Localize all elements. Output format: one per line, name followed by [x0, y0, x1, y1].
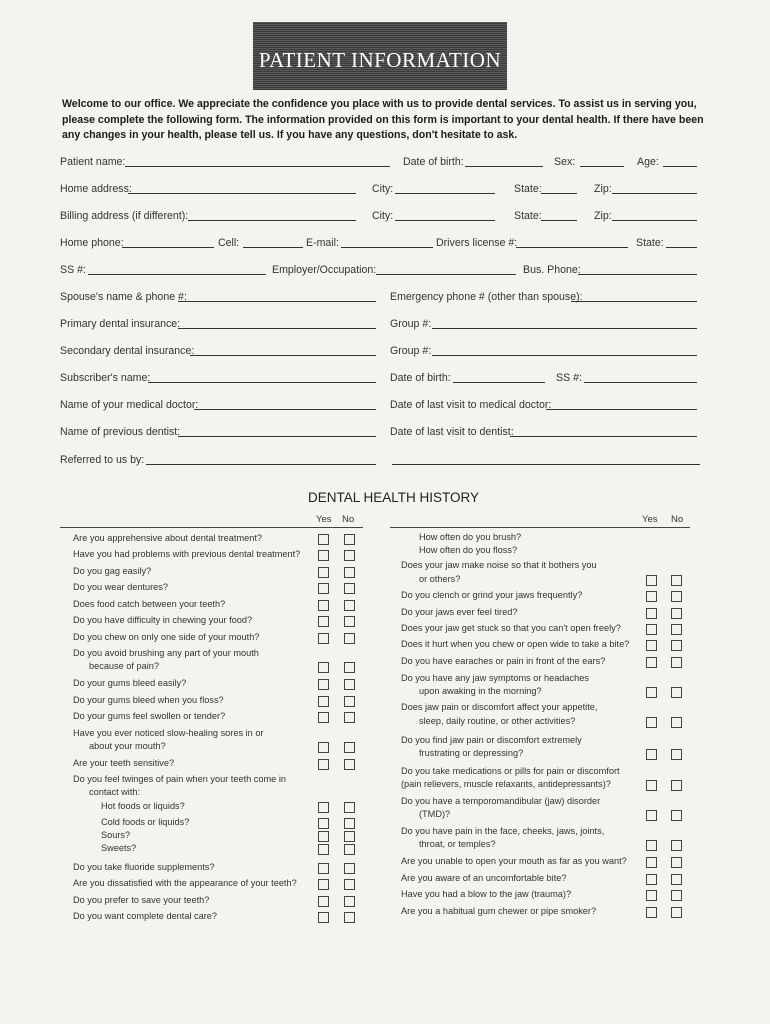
yes-checkbox[interactable]	[318, 831, 329, 842]
primary-ins-label: Primary dental insurance:	[60, 318, 181, 330]
drivers-license-label: Drivers license #:	[436, 237, 518, 249]
primary-group-label: Group #:	[390, 318, 432, 330]
no-checkbox[interactable]	[344, 759, 355, 770]
no-checkbox[interactable]	[344, 863, 355, 874]
question-text: Hot foods or liquids?	[101, 801, 185, 811]
subscriber-label: Subscriber's name:	[60, 372, 151, 384]
question-text: or others?	[419, 574, 461, 584]
sex-field[interactable]	[580, 156, 624, 167]
yes-checkbox[interactable]	[318, 712, 329, 723]
question-text: Do you clench or grind your jaws frequently?	[401, 590, 583, 600]
emergency-field[interactable]	[571, 291, 697, 302]
question-text: because of pain?	[89, 661, 159, 671]
bus-phone-label: Bus. Phone:	[523, 264, 581, 276]
medical-doctor-label: Name of your medical doctor:	[60, 399, 199, 411]
no-checkbox[interactable]	[344, 616, 355, 627]
no-checkbox[interactable]	[344, 896, 355, 907]
subscriber-dob-field[interactable]	[453, 372, 545, 383]
question-text: (TMD)?	[419, 809, 451, 819]
email-label: E-mail:	[306, 237, 339, 249]
question-text: Sours?	[101, 830, 131, 840]
yes-checkbox[interactable]	[318, 616, 329, 627]
left-no-header: No	[342, 514, 355, 525]
no-checkbox[interactable]	[671, 840, 682, 851]
no-checkbox[interactable]	[344, 550, 355, 561]
question-text: Are your teeth sensitive?	[73, 758, 175, 768]
yes-checkbox[interactable]	[318, 879, 329, 890]
yes-checkbox[interactable]	[646, 640, 657, 651]
no-checkbox[interactable]	[344, 583, 355, 594]
question-text: Have you ever noticed slow-healing sores in or	[73, 728, 264, 738]
no-checkbox[interactable]	[671, 780, 682, 791]
patient-name-field[interactable]	[125, 156, 390, 167]
spouse-label: Spouse's name & phone #:	[60, 291, 187, 303]
no-checkbox[interactable]	[344, 879, 355, 890]
no-checkbox[interactable]	[344, 831, 355, 842]
email-field[interactable]	[341, 237, 433, 248]
question-text: upon awaking in the morning?	[419, 686, 542, 696]
no-checkbox[interactable]	[671, 608, 682, 619]
secondary-ins-label: Secondary dental insurance:	[60, 345, 195, 357]
spouse-field[interactable]	[178, 291, 376, 302]
ss-label: SS #:	[60, 264, 86, 276]
no-checkbox[interactable]	[671, 640, 682, 651]
yes-checkbox[interactable]	[318, 863, 329, 874]
no-checkbox[interactable]	[671, 857, 682, 868]
home-address-label: Home address:	[60, 183, 132, 195]
referred-field[interactable]	[146, 454, 376, 465]
question-text: Do your gums feel swollen or tender?	[73, 711, 226, 721]
home-phone-label: Home phone:	[60, 237, 124, 249]
yes-checkbox[interactable]	[646, 624, 657, 635]
billing-city-label: City:	[372, 210, 394, 222]
billing-zip-label: Zip:	[594, 210, 612, 222]
yes-checkbox[interactable]	[318, 567, 329, 578]
no-checkbox[interactable]	[671, 624, 682, 635]
subscriber-ss-field[interactable]	[584, 372, 697, 383]
history-title: DENTAL HEALTH HISTORY	[308, 490, 480, 505]
question-text: Do your gums bleed easily?	[73, 678, 187, 688]
subscriber-dob-label: Date of birth:	[390, 372, 451, 384]
previous-dentist-field[interactable]	[178, 426, 376, 437]
no-checkbox[interactable]	[671, 717, 682, 728]
question-text: Do you find jaw pain or discomfort extremely	[401, 735, 582, 745]
yes-checkbox[interactable]	[318, 662, 329, 673]
secondary-group-field[interactable]	[432, 345, 697, 356]
referred-label: Referred to us by:	[60, 454, 145, 466]
yes-checkbox[interactable]	[318, 896, 329, 907]
secondary-ins-field[interactable]	[190, 345, 376, 356]
yes-checkbox[interactable]	[318, 696, 329, 707]
question-text: Does your jaw make noise so that it bothers you	[401, 560, 597, 570]
billing-address-field[interactable]	[188, 210, 356, 221]
billing-zip-field[interactable]	[612, 210, 697, 221]
sex-label: Sex:	[554, 156, 576, 168]
question-text: Does jaw pain or discomfort affect your appetite,	[401, 702, 598, 712]
question-text: Do you have difficulty in chewing your food?	[73, 615, 253, 625]
yes-checkbox[interactable]	[318, 802, 329, 813]
right-no-header: No	[671, 514, 684, 525]
question-text: Do you gag easily?	[73, 566, 152, 576]
question-text: Are you a habitual gum chewer or pipe smoker?	[401, 906, 597, 916]
cell-field[interactable]	[243, 237, 303, 248]
question-text: contact with:	[89, 787, 141, 797]
city-label: City:	[372, 183, 394, 195]
no-checkbox[interactable]	[671, 687, 682, 698]
yes-checkbox[interactable]	[646, 874, 657, 885]
question-text: (pain relievers, muscle relaxants, antidepressants)?	[401, 779, 611, 789]
question-text: throat, or temples?	[419, 839, 496, 849]
question-text: Are you apprehensive about dental treatment?	[73, 533, 262, 543]
medical-doctor-field[interactable]	[194, 399, 376, 410]
question-text: Do you chew on only one side of your mouth?	[73, 632, 260, 642]
no-checkbox[interactable]	[671, 810, 682, 821]
question-text: Are you aware of an uncomfortable bite?	[401, 873, 567, 883]
no-checkbox[interactable]	[671, 575, 682, 586]
question-text: Do your jaws ever feel tired?	[401, 607, 518, 617]
previous-dentist-label: Name of previous dentist:	[60, 426, 181, 438]
yes-checkbox[interactable]	[646, 749, 657, 760]
city-field[interactable]	[395, 183, 495, 194]
no-checkbox[interactable]	[344, 679, 355, 690]
yes-checkbox[interactable]	[646, 780, 657, 791]
no-checkbox[interactable]	[671, 749, 682, 760]
question-text: Are you dissatisfied with the appearance of your teeth?	[73, 878, 297, 888]
yes-checkbox[interactable]	[318, 679, 329, 690]
no-checkbox[interactable]	[344, 534, 355, 545]
yes-checkbox[interactable]	[318, 759, 329, 770]
home-phone-field[interactable]	[122, 237, 214, 248]
yes-checkbox[interactable]	[646, 717, 657, 728]
no-checkbox[interactable]	[344, 567, 355, 578]
question-text: Do you want complete dental care?	[73, 911, 218, 921]
yes-checkbox[interactable]	[318, 583, 329, 594]
question-text: Have you had problems with previous dental treatment?	[73, 549, 301, 559]
yes-checkbox[interactable]	[646, 907, 657, 918]
state-field[interactable]	[541, 183, 577, 194]
last-visit-medical-field[interactable]	[546, 399, 697, 410]
no-checkbox[interactable]	[344, 912, 355, 923]
yes-checkbox[interactable]	[318, 818, 329, 829]
right-header-rule	[390, 527, 690, 528]
question-text: Do you have earaches or pain in front of the ears?	[401, 656, 606, 666]
yes-checkbox[interactable]	[646, 810, 657, 821]
question-text: Are you unable to open your mouth as far as you want?	[401, 856, 627, 866]
question-text: Do you have any jaw symptoms or headaches	[401, 673, 589, 683]
billing-state-field[interactable]	[541, 210, 577, 221]
question-text: about your mouth?	[89, 741, 166, 751]
yes-checkbox[interactable]	[646, 608, 657, 619]
bus-phone-field[interactable]	[578, 264, 697, 275]
no-checkbox[interactable]	[671, 591, 682, 602]
license-state-label: State:	[636, 237, 664, 249]
no-checkbox[interactable]	[344, 696, 355, 707]
intro-text: Welcome to our office. We appreciate the confidence you place with us to provide dental services. To assist us in serving you, please complete the following form. The information provided on this form is important to your dental health. If there have been any changes in your health, please tell us. If you have any questions, don't hesitate to ask.	[62, 98, 704, 141]
question-text: Do you take fluoride supplements?	[73, 862, 215, 872]
question-text: Sweets?	[101, 843, 137, 853]
license-state-field[interactable]	[666, 237, 697, 248]
yes-checkbox[interactable]	[318, 550, 329, 561]
yes-checkbox[interactable]	[646, 890, 657, 901]
yes-checkbox[interactable]	[646, 575, 657, 586]
yes-checkbox[interactable]	[318, 912, 329, 923]
page-title: PATIENT INFORMATION	[258, 48, 502, 72]
cell-label: Cell:	[218, 237, 240, 249]
zip-field[interactable]	[612, 183, 697, 194]
home-address-field[interactable]	[128, 183, 356, 194]
no-checkbox[interactable]	[344, 662, 355, 673]
primary-group-field[interactable]	[432, 318, 697, 329]
question-text: Do you feel twinges of pain when your teeth come in	[73, 774, 286, 784]
left-header-rule	[60, 527, 363, 528]
secondary-group-label: Group #:	[390, 345, 432, 357]
billing-city-field[interactable]	[395, 210, 495, 221]
drivers-license-field[interactable]	[516, 237, 628, 248]
yes-checkbox[interactable]	[646, 687, 657, 698]
question-text: Do you prefer to save your teeth?	[73, 895, 210, 905]
dob-label: Date of birth:	[403, 156, 464, 168]
yes-checkbox[interactable]	[646, 840, 657, 851]
patient-name-label: Patient name:	[60, 156, 126, 168]
question-text: Does food catch between your teeth?	[73, 599, 226, 609]
emergency-label: Emergency phone # (other than spouse):	[390, 291, 583, 303]
question-text: Do you avoid brushing any part of your mouth	[73, 648, 259, 658]
state-label: State:	[514, 183, 542, 195]
last-visit-medical-label: Date of last visit to medical doctor:	[390, 399, 552, 411]
question-text: Do you wear dentures?	[73, 582, 168, 592]
question-text: frustrating or depressing?	[419, 748, 524, 758]
employer-field[interactable]	[376, 264, 516, 275]
no-checkbox[interactable]	[344, 712, 355, 723]
yes-checkbox[interactable]	[646, 591, 657, 602]
yes-checkbox[interactable]	[646, 857, 657, 868]
yes-checkbox[interactable]	[318, 633, 329, 644]
question-text: Do you take medications or pills for pain or discomfort	[401, 766, 620, 776]
no-checkbox[interactable]	[344, 600, 355, 611]
no-checkbox[interactable]	[671, 874, 682, 885]
left-yes-header: Yes	[316, 514, 332, 525]
question-text: Have you had a blow to the jaw (trauma)?	[401, 889, 572, 899]
right-yes-header: Yes	[642, 514, 658, 525]
last-visit-dentist-field[interactable]	[510, 426, 697, 437]
no-checkbox[interactable]	[344, 633, 355, 644]
billing-address-label: Billing address (if different):	[60, 210, 189, 222]
no-checkbox[interactable]	[344, 802, 355, 813]
subscriber-field[interactable]	[148, 372, 376, 383]
zip-label: Zip:	[594, 183, 612, 195]
billing-state-label: State:	[514, 210, 542, 222]
no-checkbox[interactable]	[671, 657, 682, 668]
question-text: How often do you brush?	[419, 532, 522, 542]
yes-checkbox[interactable]	[318, 600, 329, 611]
question-text: Do you have a temporomandibular (jaw) disorder	[401, 796, 601, 806]
age-label: Age:	[637, 156, 659, 168]
no-checkbox[interactable]	[344, 742, 355, 753]
dob-field[interactable]	[465, 156, 543, 167]
subscriber-ss-label: SS #:	[556, 372, 582, 384]
last-visit-dentist-label: Date of last visit to dentist:	[390, 426, 514, 438]
employer-label: Employer/Occupation:	[272, 264, 377, 276]
yes-checkbox[interactable]	[646, 657, 657, 668]
yes-checkbox[interactable]	[318, 844, 329, 855]
yes-checkbox[interactable]	[318, 534, 329, 545]
age-field[interactable]	[663, 156, 697, 167]
yes-checkbox[interactable]	[318, 742, 329, 753]
no-checkbox[interactable]	[671, 890, 682, 901]
question-text: Do your gums bleed when you floss?	[73, 695, 224, 705]
no-checkbox[interactable]	[344, 844, 355, 855]
primary-ins-field[interactable]	[178, 318, 376, 329]
question-text: Do you have pain in the face, cheeks, jaws, joints,	[401, 826, 605, 836]
question-text: sleep, daily routine, or other activities?	[419, 716, 576, 726]
no-checkbox[interactable]	[671, 907, 682, 918]
ss-field[interactable]	[88, 264, 266, 275]
question-text: Cold foods or liquids?	[101, 817, 190, 827]
no-checkbox[interactable]	[344, 818, 355, 829]
question-text: How often do you floss?	[419, 545, 518, 555]
question-text: Does it hurt when you chew or open wide to take a bite?	[401, 639, 630, 649]
referred-extra-field[interactable]	[392, 454, 700, 465]
question-text: Does your jaw get stuck so that you can't open freely?	[401, 623, 621, 633]
